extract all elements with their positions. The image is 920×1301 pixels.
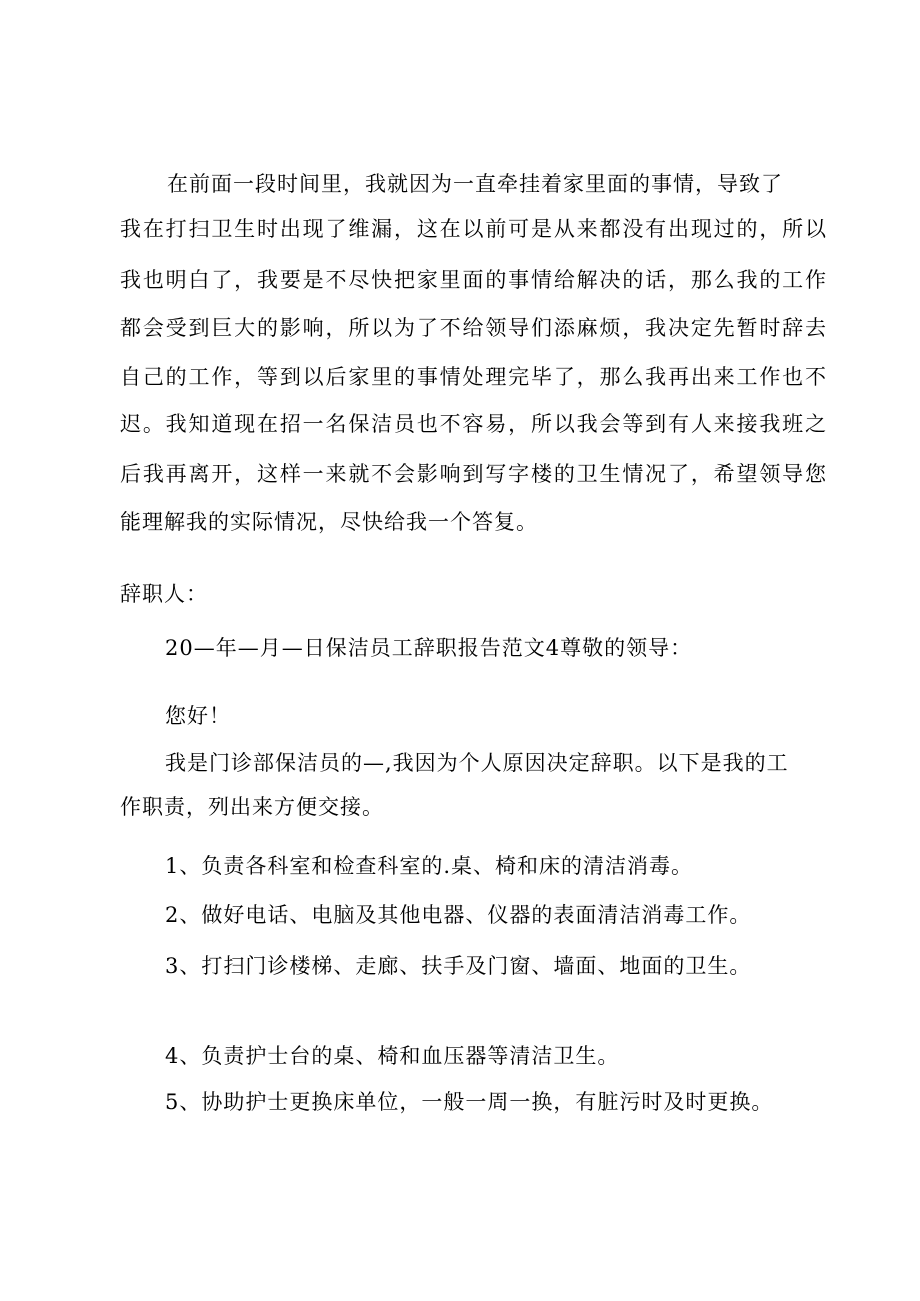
date-title-line: 20—年—月—日保洁员工辞职报告范文4尊敬的领导： [165, 636, 693, 660]
paragraph-1-line-2: 我在打扫卫生时出现了维漏，这在以前可是从来都没有出现过的，所以 [120, 217, 827, 241]
duty-item-1: 1、负责各科室和检查科室的.桌、椅和床的清洁消毒。 [165, 854, 694, 878]
paragraph-1-line-5: 自己的工作，等到以后家里的事情处理完毕了，那么我再出来工作也不 [120, 365, 827, 389]
paragraph-2-line-2: 作职责，列出来方便交接。 [120, 795, 384, 819]
duty-item-5: 5、协助护士更换床单位，一般一周一换，有脏污时及时更换。 [165, 1090, 774, 1114]
paragraph-1-line-6: 迟。我知道现在招一名保洁员也不容易，所以我会等到有人来接我班之 [120, 412, 827, 436]
duty-item-3: 3、打扫门诊楼梯、走廊、扶手及门窗、墙面、地面的卫生。 [165, 954, 752, 978]
paragraph-1-line-4: 都会受到巨大的影响，所以为了不给领导们添麻烦，我决定先暂时辞去 [120, 316, 827, 340]
paragraph-1-line-8: 能理解我的实际情况，尽快给我一个答复。 [120, 510, 538, 534]
greeting: 您好！ [165, 704, 231, 728]
signature-label: 辞职人： [120, 582, 208, 606]
paragraph-1-line-1: 在前面一段时间里，我就因为一直牵挂着家里面的事情，导致了 [167, 172, 783, 196]
paragraph-1-line-3: 我也明白了，我要是不尽快把家里面的事情给解决的话，那么我的工作 [120, 268, 827, 292]
paragraph-1-line-7: 后我再离开，这样一来就不会影响到写字楼的卫生情况了，希望领导您 [120, 462, 827, 486]
duty-item-2: 2、做好电话、电脑及其他电器、仪器的表面清洁消毒工作。 [165, 903, 752, 927]
duty-item-4: 4、负责护士台的桌、椅和血压器等清洁卫生。 [165, 1044, 620, 1068]
paragraph-2-line-1: 我是门诊部保洁员的—,我因为个人原因决定辞职。以下是我的工 [165, 751, 789, 775]
